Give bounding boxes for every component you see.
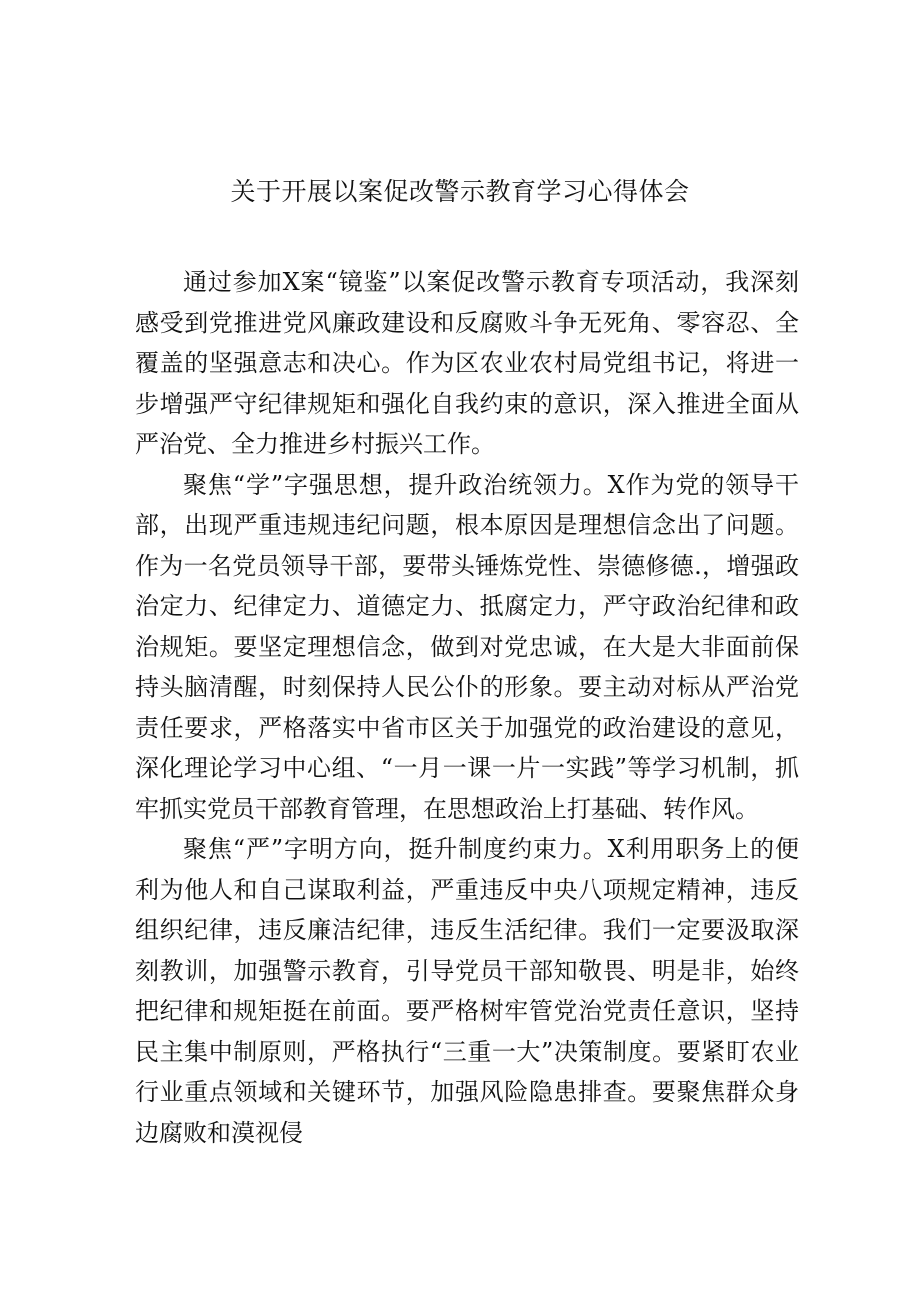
paragraph-strict: 聚焦“严”字明方向，挺升制度约束力。X利用职务上的便利为他人和自己谋取利益，严重违反中央八项规定精神，违反组织纪律，违反廉洁纪律，违反生活纪律。我们一定要汲取深刻教训，加强警示教育，引导党员干部知敬畏、明是非，始终把纪律和规矩挺在前面。要严格树牢管党治党责任意识，坚持民主集中制原则，严格执行“三重一大”决策制度。要紧盯农业行业重点领域和关键环节，加强风险隐患排查。要聚焦群众身边腐败和漠视侵 xyxy=(135,835,799,1147)
paragraph-study: 聚焦“学”字强思想，提升政治统领力。X作为党的领导干部，出现严重违规违纪问题，根本原因是理想信念出了问题。作为一名党员领导干部，要带头锤炼党性、崇德修德.，增强政治定力、纪律定力、道德定力、抵腐定力，严守政治纪律和政治规矩。要坚定理想信念，做到对党忠诚，在大是大非面前保持头脑清醒，时刻保持人民公仆的形象。要主动对标从严治党责任要求，严格落实中省市区关于加强党的政治建设的意见，深化理论学习中心组、“一月一课一片一实践”等学习机制，抓牢抓实党员干部教育管理，在思想政治上打基础、转作风。 xyxy=(135,470,799,823)
paragraph-intro: 通过参加X案“镜鉴”以案促改警示教育专项活动，我深刻感受到党推进党风廉政建设和反腐败斗争无死角、零容忍、全覆盖的坚强意志和决心。作为区农业农村局党组书记，将进一步增强严守纪律规矩和强化自我约束的意识，深入推进全面从严治党、全力推进乡村振兴工作。 xyxy=(135,268,799,458)
document-body xyxy=(135,262,799,1153)
document-title: 关于开展以案促改警示教育学习心得体会 xyxy=(230,177,690,206)
